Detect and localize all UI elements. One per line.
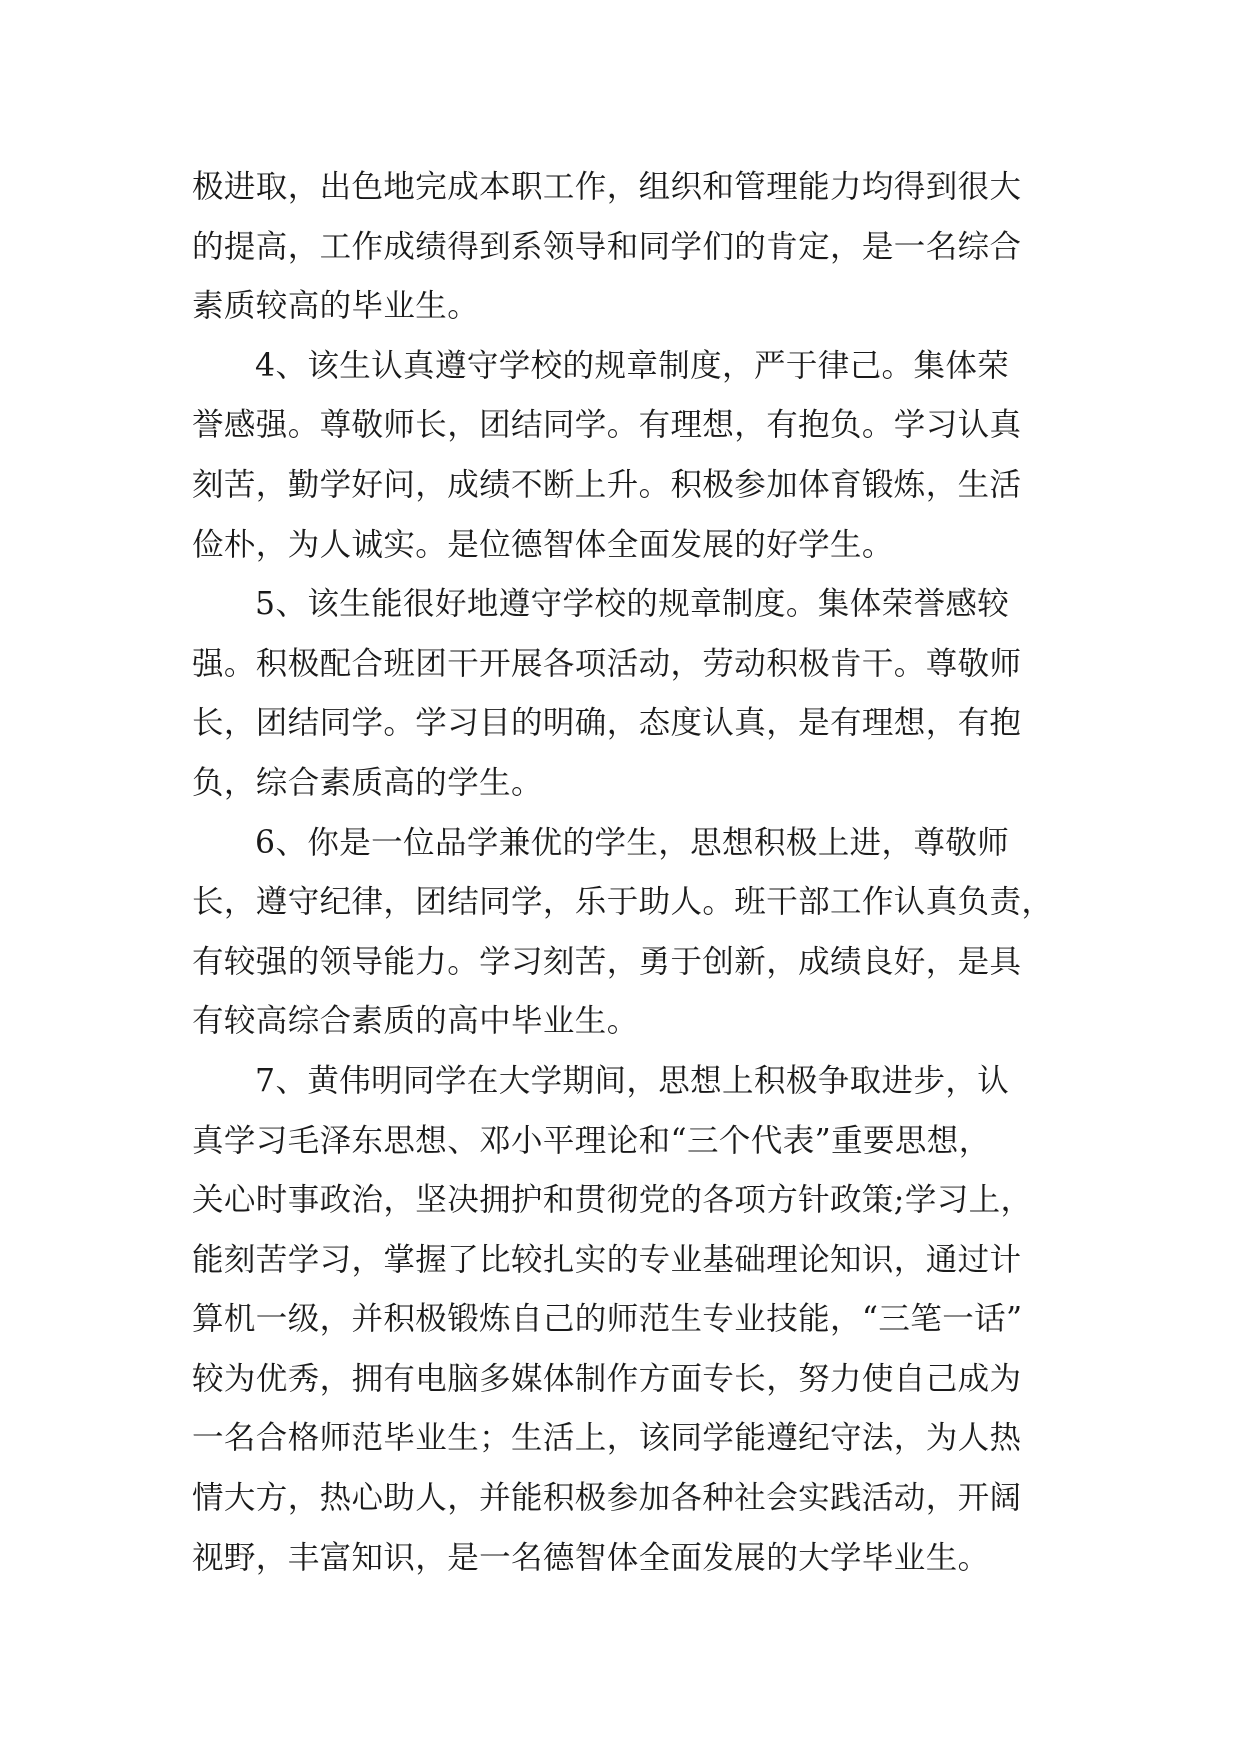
text-line: 强。积极配合班团干开展各项活动，劳动积极肯干。尊敬师 xyxy=(192,645,1022,682)
text-line: 关心时事政治，坚决拥护和贯彻党的各项方针政策;学习上， xyxy=(192,1182,1033,1219)
text-line: 负，综合素质高的学生。 xyxy=(192,764,543,801)
text-line: 俭朴，为人诚实。是位德智体全面发展的好学生。 xyxy=(192,526,894,563)
text-line: 一名合格师范毕业生；生活上，该同学能遵纪守法，为人热 xyxy=(192,1420,1022,1457)
paragraph-5-start: 5、该生能很好地遵守学校的规章制度。集体荣誉感较 xyxy=(255,586,1010,623)
text-line: 有较强的领导能力。学习刻苦，勇于创新，成绩良好，是具 xyxy=(192,943,1022,980)
text-line: 有较高综合素质的高中毕业生。 xyxy=(192,1003,639,1040)
text-line: 算机一级，并积极锻炼自己的师范生专业技能，“三笔一话” xyxy=(192,1301,1023,1338)
text-line: 真学习毛泽东思想、邓小平理论和“三个代表”重要思想， xyxy=(192,1122,991,1159)
text-line: 较为优秀，拥有电脑多媒体制作方面专长，努力使自己成为 xyxy=(192,1360,1022,1397)
paragraph-4-start: 4、该生认真遵守学校的规章制度，严于律己。集体荣 xyxy=(255,347,1010,384)
text-line: 情大方，热心助人，并能积极参加各种社会实践活动，开阔 xyxy=(192,1480,1022,1517)
text-line: 极进取，出色地完成本职工作，组织和管理能力均得到很大 xyxy=(192,169,1022,205)
text-line: 誉感强。尊敬师长，团结同学。有理想，有抱负。学习认真 xyxy=(192,407,1022,444)
text-line: 能刻苦学习，掌握了比较扎实的专业基础理论知识，通过计 xyxy=(192,1241,1022,1278)
text-line: 刻苦，勤学好问，成绩不断上升。积极参加体育锻炼，生活 xyxy=(192,466,1022,503)
paragraph-7-start: 7、黄伟明同学在大学期间，思想上积极争取进步，认 xyxy=(255,1062,1010,1099)
paragraph-6-start: 6、你是一位品学兼优的学生，思想积极上进，尊敬师 xyxy=(255,824,1010,861)
text-line: 长，遵守纪律，团结同学，乐于助人。班干部工作认真负责， xyxy=(192,884,1054,921)
text-line: 视野，丰富知识，是一名德智体全面发展的大学毕业生。 xyxy=(192,1539,990,1576)
document-body xyxy=(192,158,1052,1588)
text-line: 的提高，工作成绩得到系领导和同学们的肯定，是一名综合 xyxy=(192,228,1022,265)
text-line: 素质较高的毕业生。 xyxy=(192,288,480,325)
text-line: 长，团结同学。学习目的明确，态度认真，是有理想，有抱 xyxy=(192,705,1022,742)
